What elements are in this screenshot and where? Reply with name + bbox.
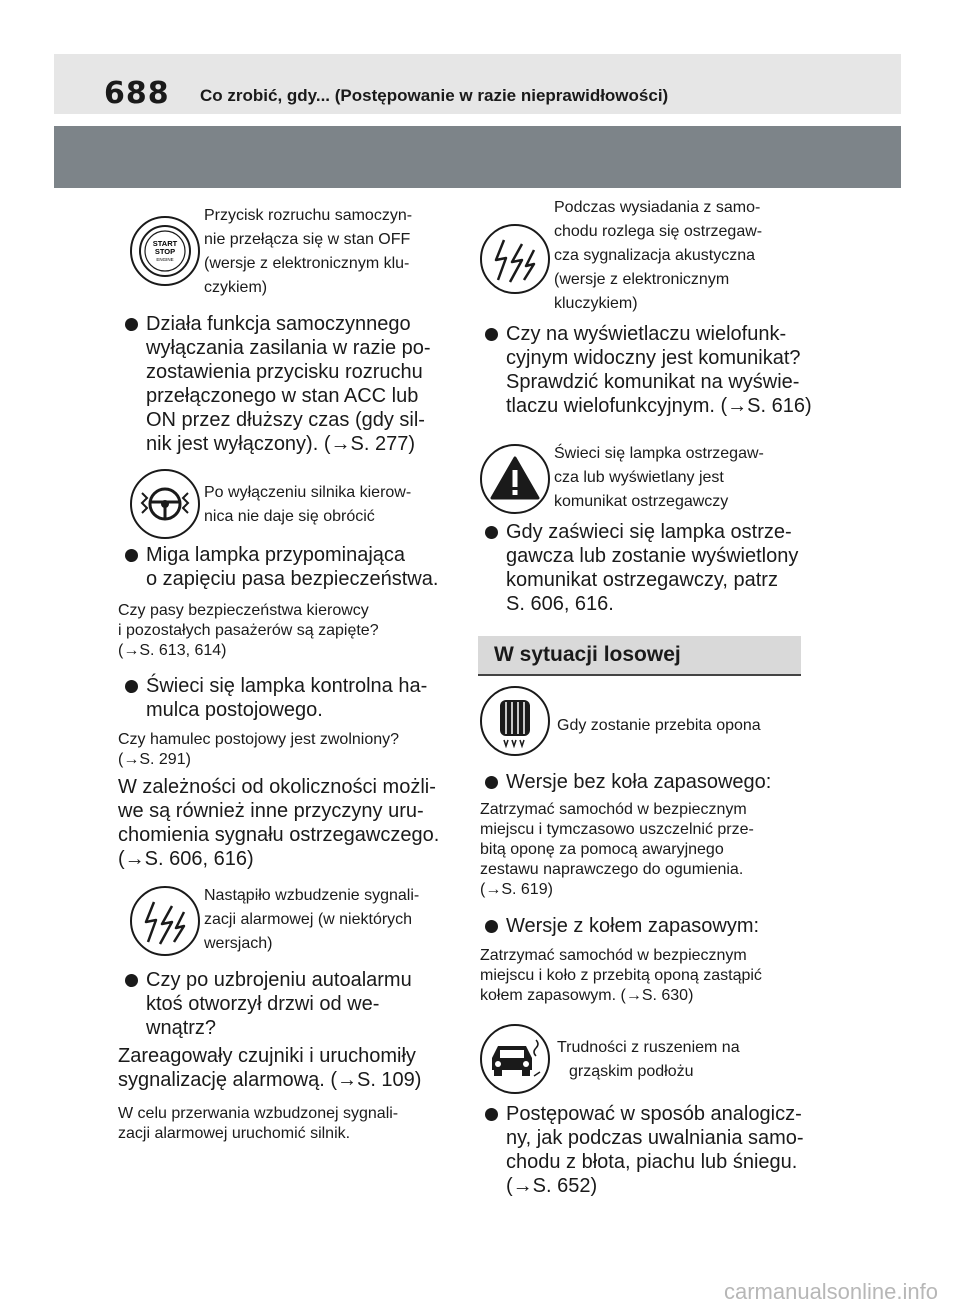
exit-caption: Podczas wysiadania z samo- chodu rozlega się ostrzegaw- cza sygnalizacja akustyczna (wersje z elektronicznym kluczykiem) bbox=[554, 199, 763, 312]
steering-lock-icon bbox=[130, 469, 200, 539]
warning-exclamation-icon bbox=[480, 444, 550, 514]
alarm-lightning-icon bbox=[480, 224, 550, 294]
page-number: 688 bbox=[104, 76, 170, 111]
note-alarm: W celu przerwania wzbudzonej sygnali- zacji alarmowej uruchomić silnik. bbox=[118, 1105, 399, 1142]
note-seatbelt: Czy pasy bezpieczeństwa kierowcy i pozostałych pasażerów są zapięte? (→S. 613, 614) bbox=[118, 602, 379, 659]
start-stop-button-icon bbox=[130, 216, 200, 286]
section-header bbox=[478, 636, 801, 676]
stuck-caption: Trudności z ruszeniem na grząskim podłożu bbox=[557, 1039, 740, 1080]
note-with-spare: Zatrzymać samochód w bezpiecznym miejscu i koło z przebitą oponą zastąpić kołem zapasowym. (→S. 630) bbox=[480, 947, 762, 1004]
warning-caption: Świeci się lampka ostrzegaw- cza lub wyświetlany jest komunikat ostrzegawczy bbox=[554, 445, 764, 510]
engine-label: ENGINE bbox=[156, 257, 174, 262]
bullet-multi-display: Czy na wyświetlaczu wielofunk- cyjnym widoczny jest komunikat? Sprawdzić komunikat na wyświe- tlaczu wielofunkcyjnym. (→S. 616) bbox=[506, 323, 812, 417]
note-no-spare: Zatrzymać samochód w bezpiecznym miejscu i tymczasowo uszczelnić prze- bitą oponę za pomocą awaryjnego zestawu naprawczego do ogumienia. (→S. 619) bbox=[480, 801, 754, 898]
bullet-auto-power-off: Działa funkcja samoczynnego wyłączania zasilania w razie po- zostawienia przycisku rozruchu przełączonego w stan ACC lub ON przez dłuższy czas (gdy sil- nik jest wyłączony). (→S. 277) bbox=[146, 313, 431, 455]
steering-caption: Po wyłączeniu silnika kierow- nica nie daje się obrócić bbox=[204, 484, 412, 525]
stop-label: STOP bbox=[154, 247, 176, 256]
start-label: START bbox=[152, 239, 178, 248]
note-parking-brake: Czy hamulec postojowy jest zwolniony? (→S. 291) bbox=[118, 731, 400, 768]
start-caption: Przycisk rozruchu samoczyn- nie przełącza się w stan OFF (wersje z elektronicznym klu- czykiem) bbox=[204, 207, 413, 296]
paragraph-other-causes: W zależności od okoliczności możli- we są również inne przyczyny uru- chomienia sygnału ostrzegawczego. (→S. 606, 616) bbox=[118, 776, 440, 870]
bullet-parking-brake: Świeci się lampka kontrolna ha- mulca postojowego. bbox=[146, 675, 428, 721]
bullet-no-spare: Wersje bez koła zapasowego: bbox=[506, 771, 772, 793]
watermark: carmanualsonline.info bbox=[723, 1279, 938, 1304]
decorative-band bbox=[54, 126, 901, 188]
section-title: W sytuacji losowej bbox=[494, 643, 681, 666]
paragraph-alarm: Zareagowały czujniki i uruchomiły sygnalizację alarmową. (→S. 109) bbox=[118, 1045, 422, 1091]
bullet-warning-lamp: Gdy zaświeci się lampka ostrze- gawcza lub zostanie wyświetlony komunikat ostrzegawczy, patrz S. 606, 616. bbox=[506, 521, 799, 615]
flat-tire-icon bbox=[480, 686, 550, 756]
bullet-stuck: Postępować w sposób analogicz- ny, jak podczas uwalniania samo- chodu z błota, piachu lub śniegu. (→S. 652) bbox=[506, 1103, 804, 1197]
bullet-with-spare: Wersje z kołem zapasowym: bbox=[506, 915, 760, 937]
bullet-alarm-door: Czy po uzbrojeniu autoalarmu ktoś otworzył drzwi od we- wnątrz? bbox=[146, 969, 412, 1039]
tire-caption: Gdy zostanie przebita opona bbox=[557, 717, 761, 734]
alarm-caption: Nastąpiło wzbudzenie sygnali- zacji alarmowej (w niektórych wersjach) bbox=[204, 887, 420, 952]
bullet-seatbelt: Miga lampka przypominająca o zapięciu pasa bezpieczeństwa. bbox=[146, 544, 439, 590]
alarm-lightning-icon bbox=[130, 886, 200, 956]
page-title: Co zrobić, gdy... (Postępowanie w razie nieprawidłowości) bbox=[200, 86, 669, 105]
car-stuck-icon bbox=[480, 1024, 550, 1094]
